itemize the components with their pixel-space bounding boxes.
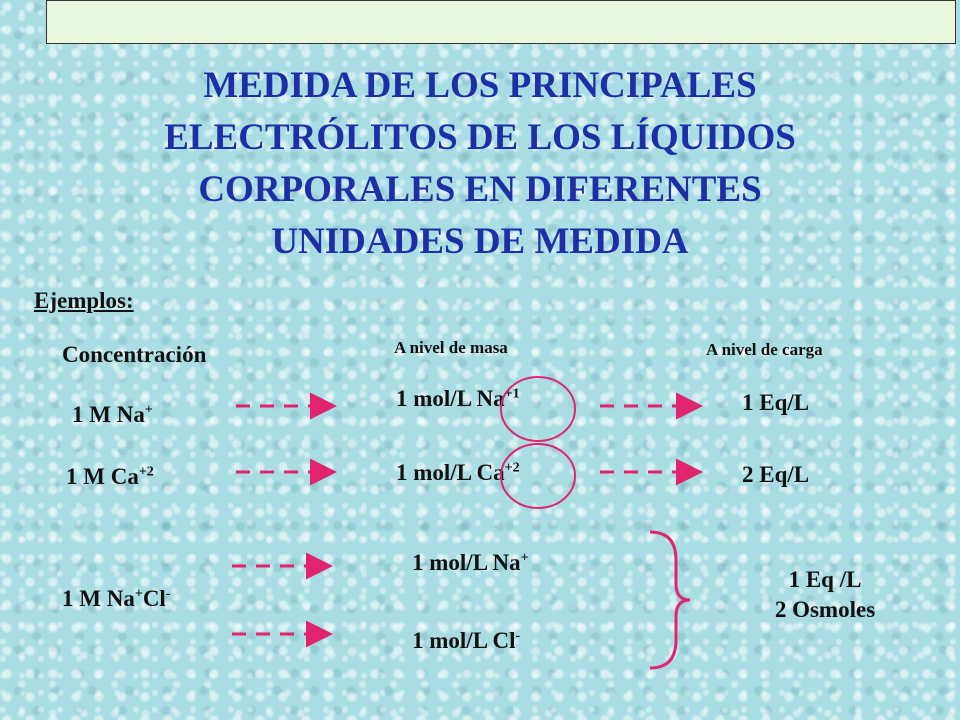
curly-brace xyxy=(650,532,690,668)
mass-nacl-na-sup: + xyxy=(520,550,529,566)
mass-nacl-cl-sup: - xyxy=(515,628,521,644)
conc-nacl-base1: 1 M Na xyxy=(62,586,135,611)
result-line-2: 2 Osmoles xyxy=(774,597,876,622)
header-charge: A nivel de carga xyxy=(706,340,823,359)
mass-ca-sup: +2 xyxy=(504,460,520,476)
charge-na: 1 Eq/L xyxy=(742,390,810,415)
highlight-circle-na xyxy=(501,377,575,441)
header-concentration: Concentración xyxy=(62,342,207,367)
mass-ca-base: 1 mol/L Ca xyxy=(396,460,505,485)
title-line-4: UNIDADES DE MEDIDA xyxy=(271,221,689,262)
highlight-circle-ca xyxy=(501,444,575,508)
conc-nacl-sup1: + xyxy=(134,586,143,602)
conc-na-base: 1 M Na xyxy=(72,402,145,427)
examples-label: Ejemplos: xyxy=(34,288,134,313)
title-line-2: ELECTRÓLITOS DE LOS LÍQUIDOS xyxy=(164,117,796,158)
conc-nacl-base2: Cl xyxy=(142,586,166,611)
charge-ca: 2 Eq/L xyxy=(742,462,810,487)
title-line-3: CORPORALES EN DIFERENTES xyxy=(198,169,762,210)
header-mass: A nivel de masa xyxy=(394,338,508,357)
conc-ca-base: 1 M Ca xyxy=(66,464,139,489)
mass-nacl-na-base: 1 mol/L Na xyxy=(412,550,521,575)
conc-ca-sup: +2 xyxy=(138,464,154,480)
title-line-1: MEDIDA DE LOS PRINCIPALES xyxy=(203,65,757,106)
mass-nacl-cl-base: 1 mol/L Cl xyxy=(412,628,516,653)
result-line-1: 1 Eq /L xyxy=(788,567,862,592)
mass-na-base: 1 mol/L Na xyxy=(396,386,505,411)
mass-na-sup: +1 xyxy=(504,386,520,402)
conc-nacl-sup2: - xyxy=(165,586,171,602)
conc-na-sup: + xyxy=(144,402,153,418)
